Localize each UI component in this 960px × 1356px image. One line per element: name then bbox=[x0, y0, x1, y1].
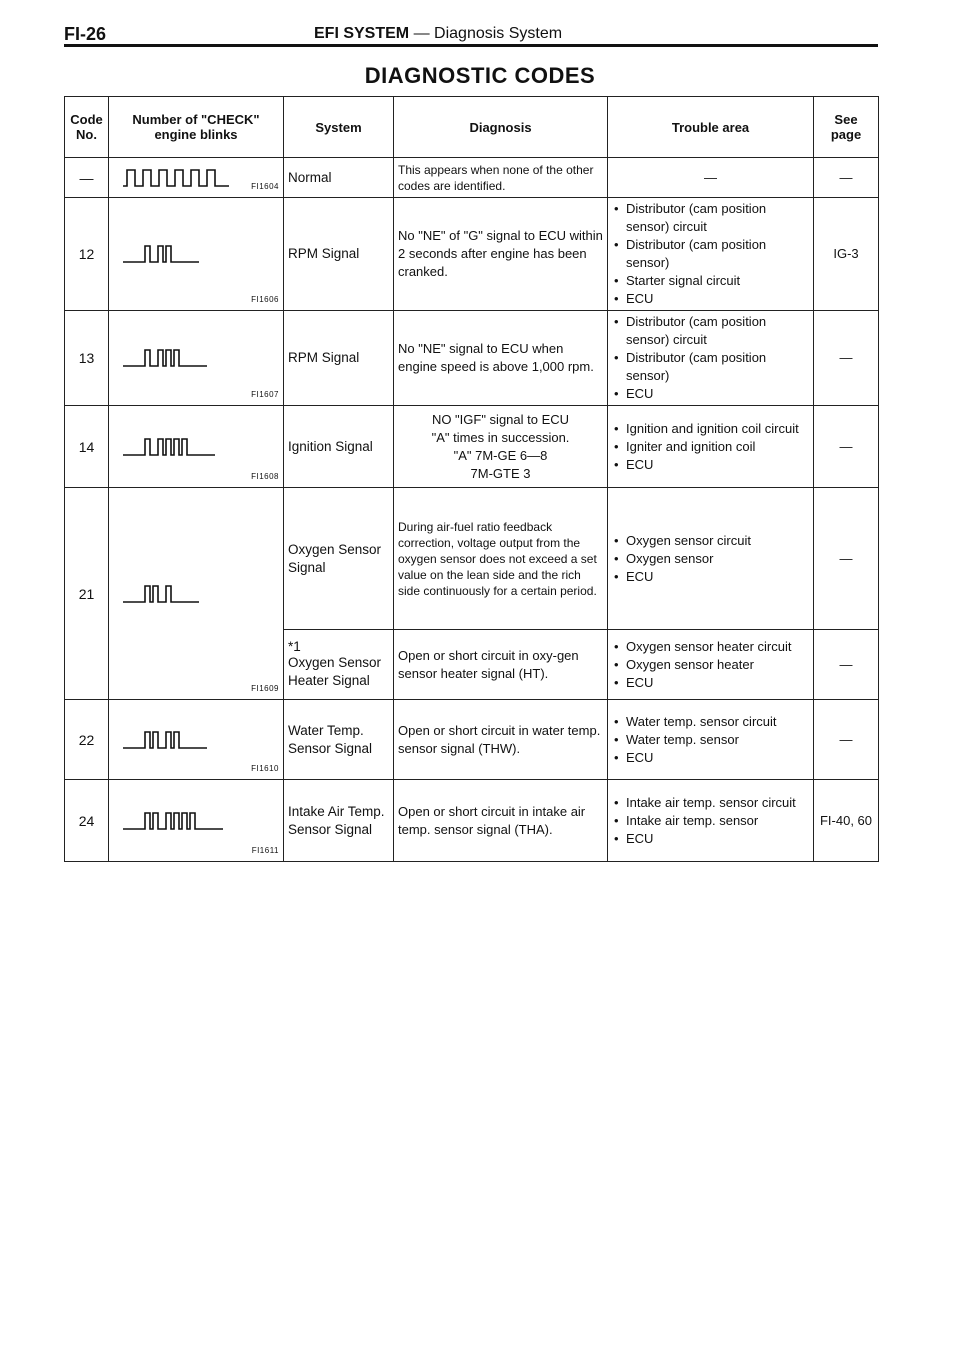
trouble-list bbox=[612, 638, 809, 692]
footnote-marker: *1 bbox=[288, 638, 301, 654]
system-cell bbox=[284, 158, 394, 198]
blink-waveform bbox=[123, 346, 273, 370]
code-cell: 22 bbox=[65, 700, 109, 780]
trouble-cell bbox=[608, 198, 814, 311]
blink-pulse-line bbox=[123, 732, 207, 748]
diagnosis-line: 7M-GTE 3 bbox=[470, 465, 531, 481]
diagnosis-cell bbox=[394, 406, 608, 488]
trouble-item: • Intake air temp. sensor bbox=[612, 812, 809, 830]
table-row bbox=[65, 700, 879, 780]
trouble-item: • ECU bbox=[612, 830, 809, 848]
system-cell bbox=[284, 406, 394, 488]
see-page-cell: — bbox=[814, 488, 879, 630]
see-page-cell: IG-3 bbox=[814, 198, 879, 311]
table-row bbox=[65, 311, 879, 406]
figure-number: FI1604 bbox=[251, 182, 279, 191]
see-page-cell: — bbox=[814, 406, 879, 488]
trouble-cell bbox=[608, 700, 814, 780]
trouble-cell bbox=[608, 311, 814, 406]
table-row bbox=[65, 488, 879, 630]
blink-waveform bbox=[123, 809, 273, 833]
system-label: Oxygen Sensor Heater Signal bbox=[288, 654, 382, 688]
document-title: DIAGNOSTIC CODES bbox=[364, 63, 596, 88]
trouble-item: • Water temp. sensor circuit bbox=[612, 713, 809, 731]
table-header-row bbox=[65, 97, 879, 158]
trouble-item: • ECU bbox=[612, 385, 809, 403]
trouble-item: • Water temp. sensor bbox=[612, 731, 809, 749]
diagnosis-cell: No "NE" of "G" signal to ECU within 2 seconds after engine has been cranked. bbox=[394, 198, 608, 311]
trouble-item: • Igniter and ignition coil bbox=[612, 438, 809, 456]
system-label: RPM Signal bbox=[288, 246, 360, 261]
trouble-cell bbox=[608, 488, 814, 630]
trouble-item: • Oxygen sensor circuit bbox=[612, 532, 809, 550]
diagnosis-cell: Open or short circuit in oxy-gen sensor heater signal (HT). bbox=[394, 630, 608, 700]
blink-waveform bbox=[123, 242, 273, 266]
trouble-item: • ECU bbox=[612, 290, 809, 308]
diagnosis-line: "A" times in succession. bbox=[431, 429, 570, 445]
figure-number: FI1608 bbox=[251, 472, 279, 481]
section-title: EFI SYSTEM bbox=[314, 25, 410, 42]
trouble-list bbox=[612, 200, 809, 308]
code-cell: 12 bbox=[65, 198, 109, 311]
trouble-item: • ECU bbox=[612, 674, 809, 692]
blink-cell bbox=[109, 311, 284, 406]
see-page-cell: — bbox=[814, 311, 879, 406]
blink-cell bbox=[109, 158, 284, 198]
blink-cell bbox=[109, 780, 284, 862]
see-page-cell: FI-40, 60 bbox=[814, 780, 879, 862]
table-row bbox=[65, 780, 879, 862]
code-cell: 13 bbox=[65, 311, 109, 406]
col-code: Code No. bbox=[65, 97, 109, 158]
table-row bbox=[65, 158, 879, 198]
trouble-item: • Oxygen sensor heater circuit bbox=[612, 638, 809, 656]
system-cell bbox=[284, 311, 394, 406]
figure-number: FI1610 bbox=[251, 764, 279, 773]
table-row bbox=[65, 198, 879, 311]
system-cell bbox=[284, 700, 394, 780]
system-label: Normal bbox=[288, 169, 332, 185]
trouble-list bbox=[612, 532, 809, 586]
system-label: Intake Air Temp. Sensor Signal bbox=[288, 803, 385, 837]
trouble-item: • Intake air temp. sensor circuit bbox=[612, 794, 809, 812]
blink-waveform bbox=[123, 728, 273, 752]
trouble-list bbox=[612, 313, 809, 403]
figure-number: FI1606 bbox=[251, 295, 279, 304]
col-diagnosis: Diagnosis bbox=[394, 97, 608, 158]
subsection-title: Diagnosis System bbox=[434, 25, 563, 42]
trouble-item: • Oxygen sensor heater bbox=[612, 656, 809, 674]
system-cell bbox=[284, 488, 394, 630]
blink-cell bbox=[109, 406, 284, 488]
trouble-item: • ECU bbox=[612, 456, 809, 474]
trouble-cell bbox=[608, 630, 814, 700]
trouble-item: • Distributor (cam position sensor) bbox=[612, 236, 809, 272]
blink-cell bbox=[109, 198, 284, 311]
page-number: FI-26 bbox=[64, 24, 107, 44]
blink-pulse-line bbox=[123, 170, 229, 186]
blink-pulse-line bbox=[123, 350, 207, 366]
col-blinks: Number of "CHECK" engine blinks bbox=[109, 97, 284, 158]
trouble-item: • ECU bbox=[612, 568, 809, 586]
blink-pulse-line bbox=[123, 586, 199, 602]
system-label: Ignition Signal bbox=[288, 438, 373, 454]
trouble-list bbox=[612, 713, 809, 767]
system-cell bbox=[284, 198, 394, 311]
header-rule bbox=[64, 44, 878, 47]
see-page-cell: — bbox=[814, 700, 879, 780]
trouble-cell bbox=[608, 780, 814, 862]
diagnosis-cell: This appears when none of the other codes are identified. bbox=[394, 158, 608, 198]
see-page-cell: — bbox=[814, 630, 879, 700]
trouble-item: • Starter signal circuit bbox=[612, 272, 809, 290]
diagnostic-codes-table bbox=[64, 96, 879, 862]
blink-waveform bbox=[123, 435, 273, 459]
table-row bbox=[65, 406, 879, 488]
diagnosis-cell: Open or short circuit in intake air temp. sensor signal (THA). bbox=[394, 780, 608, 862]
trouble-list bbox=[612, 794, 809, 848]
trouble-list bbox=[612, 420, 809, 474]
figure-number: FI1609 bbox=[251, 684, 279, 693]
col-system: System bbox=[284, 97, 394, 158]
diagnosis-line: NO "IGF" signal to ECU bbox=[431, 411, 570, 427]
diagnosis-cell: During air-fuel ratio feedback correction, voltage output from the oxygen sensor does not exceed a set value on the lean side and the rich side continuously for a certain period. bbox=[394, 488, 608, 630]
code-cell: 24 bbox=[65, 780, 109, 862]
blink-pulse-line bbox=[123, 813, 223, 829]
code-cell: — bbox=[65, 158, 109, 198]
col-see: See page bbox=[814, 97, 879, 158]
diagnosis-cell: Open or short circuit in water temp. sensor signal (THW). bbox=[394, 700, 608, 780]
blink-pulse-line bbox=[123, 246, 199, 262]
trouble-cell: — bbox=[608, 158, 814, 198]
trouble-item: • Distributor (cam position sensor) bbox=[612, 349, 809, 385]
code-cell: 14 bbox=[65, 406, 109, 488]
blink-cell bbox=[109, 488, 284, 700]
page-header bbox=[64, 22, 878, 44]
blink-waveform bbox=[123, 582, 273, 606]
diagnosis-line: "A" 7M-GE 6—8 bbox=[453, 447, 548, 463]
trouble-item: • ECU bbox=[612, 749, 809, 767]
diagnosis-cell: No "NE" signal to ECU when engine speed is above 1,000 rpm. bbox=[394, 311, 608, 406]
trouble-item: • Distributor (cam position sensor) circuit bbox=[612, 313, 809, 349]
trouble-item: • Ignition and ignition coil circuit bbox=[612, 420, 809, 438]
system-label: Oxygen Sensor Signal bbox=[288, 541, 382, 575]
system-label: RPM Signal bbox=[288, 350, 360, 365]
see-page-cell: — bbox=[814, 158, 879, 198]
figure-number: FI1607 bbox=[251, 390, 279, 399]
blink-cell bbox=[109, 700, 284, 780]
trouble-item: • Oxygen sensor bbox=[612, 550, 809, 568]
trouble-cell bbox=[608, 406, 814, 488]
col-trouble: Trouble area bbox=[608, 97, 814, 158]
header-title bbox=[314, 25, 562, 43]
header-separator: — bbox=[413, 25, 430, 42]
blink-pulse-line bbox=[123, 439, 215, 455]
figure-number: FI1611 bbox=[251, 846, 279, 855]
system-cell bbox=[284, 630, 394, 700]
system-cell bbox=[284, 780, 394, 862]
system-label: Water Temp. Sensor Signal bbox=[288, 722, 373, 756]
code-cell: 21 bbox=[65, 488, 109, 700]
trouble-item: • Distributor (cam position sensor) circuit bbox=[612, 200, 809, 236]
